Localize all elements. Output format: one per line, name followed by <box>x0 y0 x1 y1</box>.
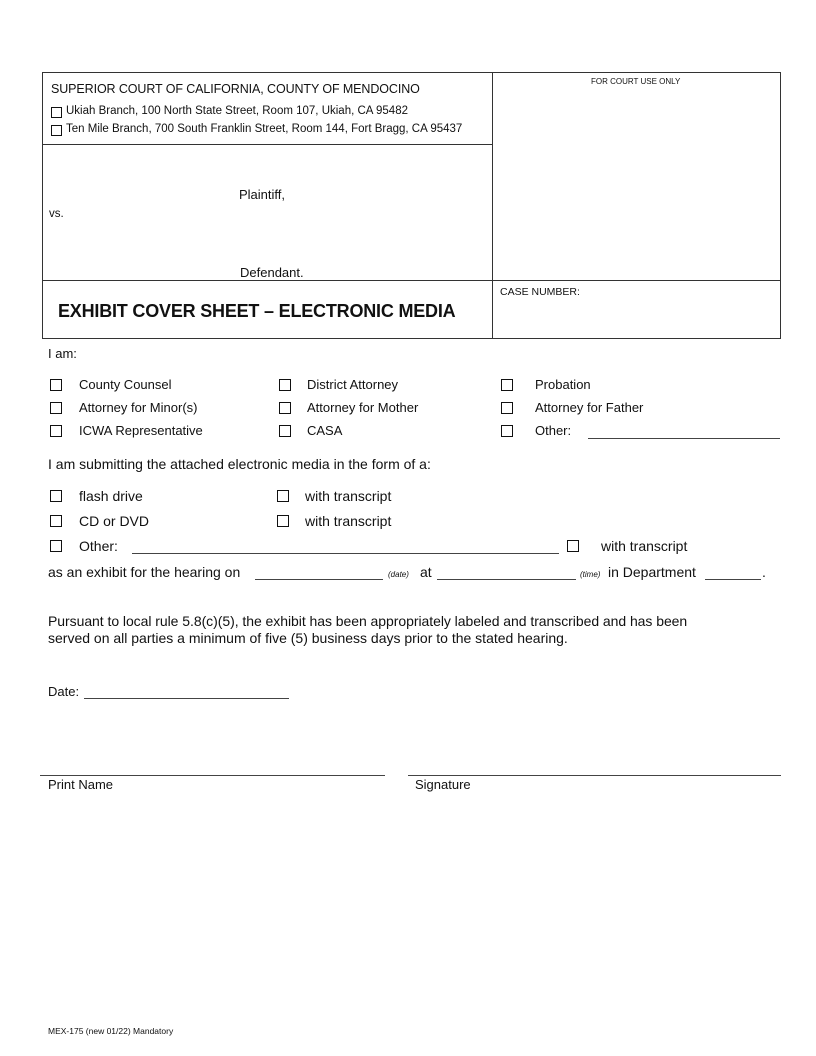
ten-mile-branch-label: Ten Mile Branch, 700 South Franklin Street, Room 144, Fort Bragg, CA 95437 <box>66 123 463 135</box>
media-other-label: Other: <box>79 538 118 554</box>
casa-label: CASA <box>307 423 343 438</box>
date-label: Date: <box>48 684 80 699</box>
probation-checkbox[interactable] <box>501 379 513 391</box>
media-other-field[interactable] <box>132 553 559 554</box>
at-word: at <box>420 564 432 580</box>
attorney-mother-checkbox[interactable] <box>279 402 291 414</box>
attorney-father-label: Attorney for Father <box>535 400 644 415</box>
signature-field[interactable] <box>408 775 781 776</box>
hearing-period: . <box>762 564 766 580</box>
ukiah-branch-checkbox[interactable] <box>51 107 62 118</box>
date-hint: (date) <box>388 570 409 579</box>
role-other-field[interactable] <box>588 438 780 439</box>
icwa-representative-label: ICWA Representative <box>79 423 203 438</box>
county-counsel-checkbox[interactable] <box>50 379 62 391</box>
cd-dvd-label: CD or DVD <box>79 513 150 529</box>
casa-checkbox[interactable] <box>279 425 291 437</box>
media-other-checkbox[interactable] <box>50 540 62 552</box>
flash-drive-transcript-label: with transcript <box>305 488 392 504</box>
form-title: EXHIBIT COVER SHEET – ELECTRONIC MEDIA <box>58 301 456 321</box>
signature-label: Signature <box>415 777 471 792</box>
print-name-label: Print Name <box>48 777 114 792</box>
cd-dvd-transcript-checkbox[interactable] <box>277 515 289 527</box>
cd-dvd-checkbox[interactable] <box>50 515 62 527</box>
court-use-label: FOR COURT USE ONLY <box>591 77 681 86</box>
ten-mile-branch-checkbox[interactable] <box>51 125 62 136</box>
statement-line-1: Pursuant to local rule 5.8(c)(5), the exhibit has been appropriately labeled and transcribed and has been <box>48 613 688 629</box>
flash-drive-label: flash drive <box>79 488 143 504</box>
print-name-field[interactable] <box>40 775 385 776</box>
role-other-label: Other: <box>535 423 572 438</box>
media-prompt: I am submitting the attached electronic media in the form of a: <box>48 456 431 472</box>
attorney-father-checkbox[interactable] <box>501 402 513 414</box>
probation-label: Probation <box>535 377 591 392</box>
hearing-prefix: as an exhibit for the hearing on <box>48 564 241 580</box>
flash-drive-checkbox[interactable] <box>50 490 62 502</box>
ukiah-branch-label: Ukiah Branch, 100 North State Street, Room 107, Ukiah, CA 95482 <box>66 105 408 117</box>
district-attorney-label: District Attorney <box>307 377 399 392</box>
hearing-time-field[interactable] <box>437 579 576 580</box>
role-other-checkbox[interactable] <box>501 425 513 437</box>
time-hint: (time) <box>580 570 601 579</box>
flash-drive-transcript-checkbox[interactable] <box>277 490 289 502</box>
attorney-minor-checkbox[interactable] <box>50 402 62 414</box>
vs-label: vs. <box>49 208 64 220</box>
date-field[interactable] <box>84 698 289 699</box>
case-number-label: CASE NUMBER: <box>500 286 580 298</box>
cd-dvd-transcript-label: with transcript <box>305 513 392 529</box>
hearing-date-field[interactable] <box>255 579 383 580</box>
media-other-transcript-label: with transcript <box>601 538 688 554</box>
media-other-transcript-checkbox[interactable] <box>567 540 579 552</box>
attorney-mother-label: Attorney for Mother <box>307 400 419 415</box>
icwa-representative-checkbox[interactable] <box>50 425 62 437</box>
county-counsel-label: County Counsel <box>79 377 172 392</box>
department-label: in Department <box>608 564 696 580</box>
role-prompt: I am: <box>48 346 77 361</box>
attorney-minor-label: Attorney for Minor(s) <box>79 400 198 415</box>
defendant-label: Defendant. <box>240 265 304 280</box>
district-attorney-checkbox[interactable] <box>279 379 291 391</box>
statement-line-2: served on all parties a minimum of five (5) business days prior to the stated hearing. <box>48 630 568 646</box>
court-title: SUPERIOR COURT OF CALIFORNIA, COUNTY OF MENDOCINO <box>51 82 420 96</box>
department-field[interactable] <box>705 579 761 580</box>
form-id: MEX-175 (new 01/22) Mandatory <box>48 1026 174 1036</box>
plaintiff-label: Plaintiff, <box>239 187 286 202</box>
